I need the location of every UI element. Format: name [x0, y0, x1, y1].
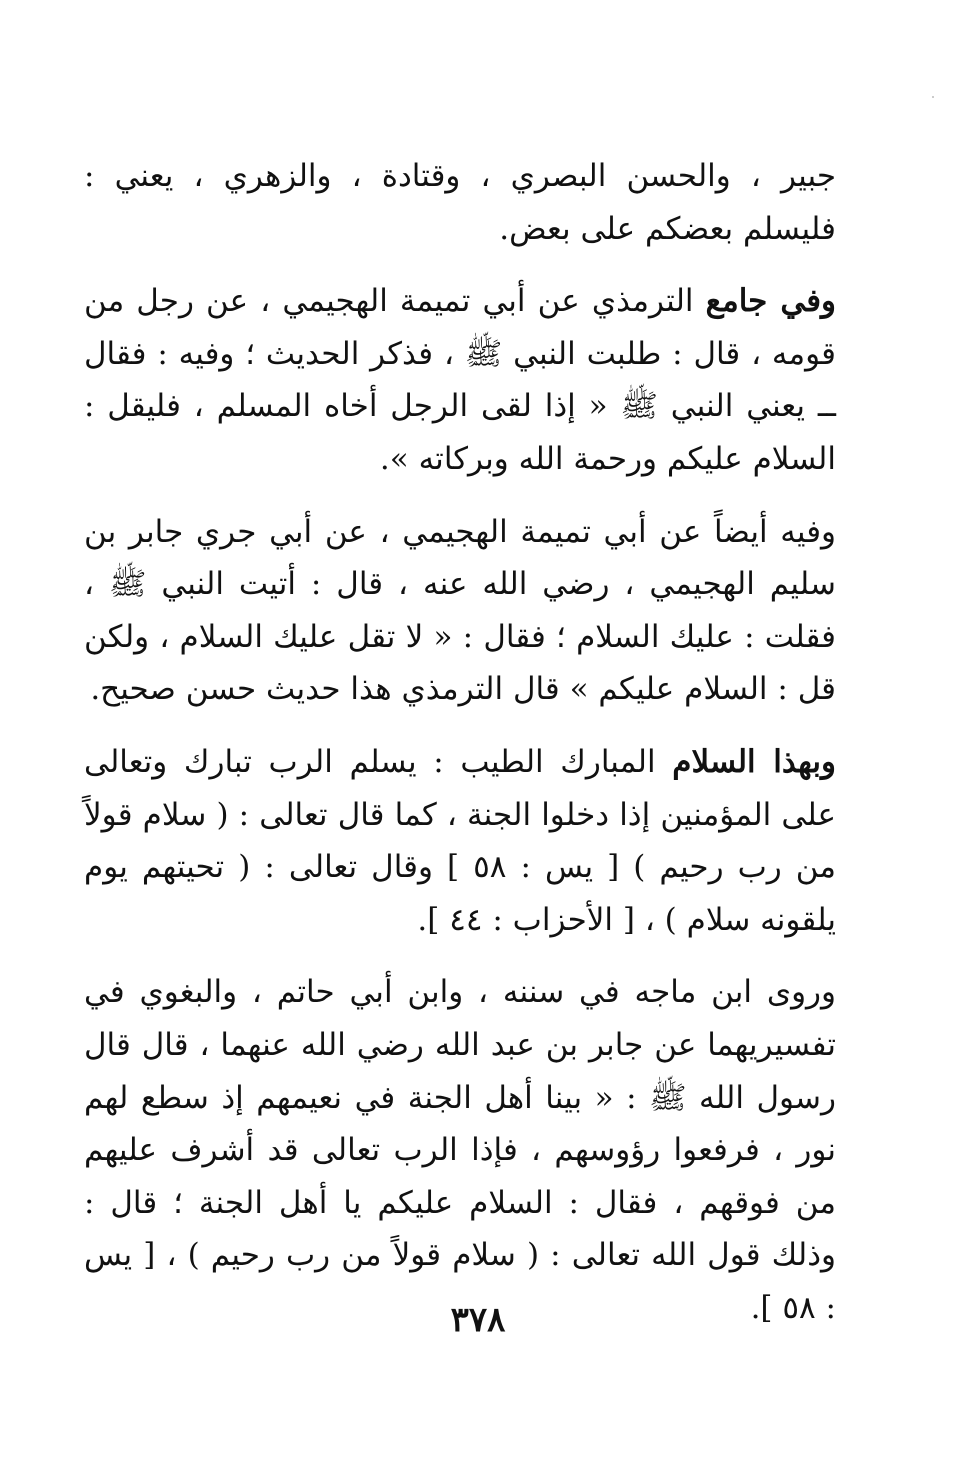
- paragraph-lead: وفي جامع: [705, 283, 836, 320]
- paragraph-text: الترمذي عن أبي تميمة الهجيمي ، عن رجل من قومه ، قال : طلبت النبي ﷺ ، فذكر الحديث ؛ وفيه : فقال ــ يعني النبي ﷺ « إذا لقى الرجل أخاه المسلم ، فليقل : السلام عليكم ورحمة الله وبركاته ».: [84, 283, 836, 477]
- paragraph-2: [84, 275, 836, 485]
- paragraph-lead: وبهذا السلام: [672, 743, 837, 780]
- paragraph-4: [84, 736, 836, 946]
- paragraph-text: وروى ابن ماجه في سننه ، وابن أبي حاتم ، والبغوي في تفسيريهما عن جابر بن عبد الله رضي الله عنهما ، قال قال رسول الله ﷺ : « بينا أهل الجنة في نعيمهم إذ سطع لهم نور ، فرفعوا رؤوسهم ، فإذا الرب تعالى قد أشرف عليهم من فوقهم ، فقال : السلام عليكم يا أهل الجنة ؛ قال : وذلك قول الله تعالى : ( سلام قولاً من رب رحيم ) ، [ يس : ٥٨ ].: [84, 974, 836, 1326]
- body-text: [84, 150, 836, 1354]
- page-number: ٣٧٨: [450, 1300, 506, 1340]
- paragraph-text: وفيه أيضاً عن أبي تميمة الهجيمي ، عن أبي جري جابر بن سليم الهجيمي ، رضي الله عنه ، قال : أتيت النبي ﷺ ، فقلت : عليك السلام ؛ فقال : « لا تقل عليك السلام ، ولكن قل : السلام عليكم » قال الترمذي هذا حديث حسن صحيح.: [84, 513, 836, 708]
- paragraph-5: [84, 966, 836, 1334]
- paragraph-text: جبير ، والحسن البصري ، وقتادة ، والزهري ، يعني : فليسلم بعضكم على بعض.: [84, 158, 836, 247]
- paragraph-3: [84, 506, 836, 716]
- paragraph-1: [84, 150, 836, 255]
- paragraph-text: المبارك الطيب : يسلم الرب تبارك وتعالى على المؤمنين إذا دخلوا الجنة ، كما قال تعالى : ( سلام قولاً من رب رحيم ) [ يس : ٥٨ ] وقال تعالى : ( تحيتهم يوم يلقونه سلام ) ، [ الأحزاب : ٤٤ ].: [84, 743, 836, 938]
- scan-mark: [932, 96, 934, 98]
